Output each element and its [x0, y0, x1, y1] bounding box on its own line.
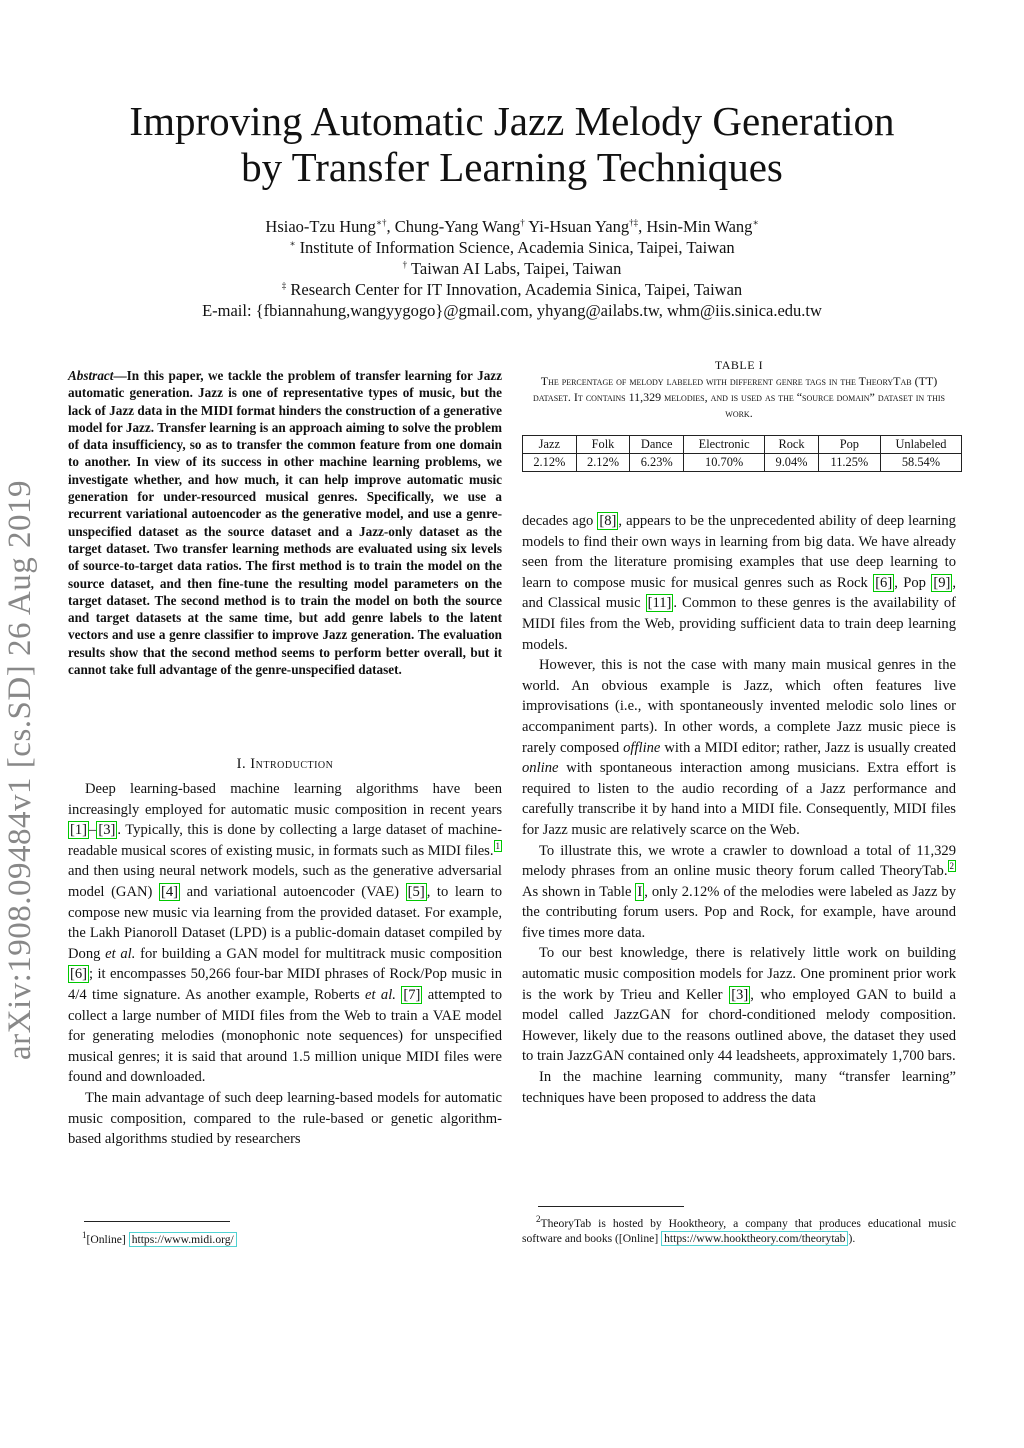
affiliation-text: Research Center for IT Innovation, Academia Sinica, Taipei, Taiwan: [290, 280, 743, 299]
table-cell: 9.04%: [765, 454, 819, 472]
url-link[interactable]: https://www.midi.org/: [129, 1232, 237, 1247]
footnote-mark: 1: [82, 1230, 87, 1241]
footnote-mark: 2: [536, 1214, 541, 1225]
email-line: E-mail: {fbiannahung,wangyygogo}@gmail.com, yhyang@ailabs.tw, whm@iis.sinica.edu.tw: [202, 301, 822, 320]
citation-link[interactable]: [7]: [403, 986, 421, 1003]
text-run: ; it encompasses 50,266 four-bar MIDI phrases of Rock/Pop music in 4/4 time signature. As another example, Roberts: [68, 966, 502, 1003]
text-run: However, this is not the case with many main musical genres in the world. An obvious example is Jazz, which often features live improvisations (i.e., with spontaneously invented melodic solo lines or accompaniment parts). In other words, a complete Jazz music piece is rarely composed: [522, 657, 956, 756]
author-mark: ∗: [752, 217, 759, 228]
footnote-1: [82, 1232, 502, 1247]
citation-link[interactable]: [3]: [731, 986, 749, 1003]
author-name: Yi-Hsuan Yang: [528, 217, 630, 236]
text-run: and variational autoencoder (VAE): [180, 883, 406, 900]
text-run: attempted to collect a large number of MIDI files from the Web to train a VAE model for generating melodies (monophonic note sequences) for unspecified musical genres; it is said that around 1.5 million unique MIDI files were found and downloaded.: [68, 986, 503, 1086]
section-title: Introduction: [250, 756, 334, 772]
table-header-cell: Folk: [576, 436, 630, 454]
abstract: [68, 367, 502, 678]
text-run: Deep learning-based machine learning algorithms have been increasingly employed for automatic music composition in recent years: [68, 781, 502, 818]
text-run: et al.: [105, 945, 136, 962]
text-run: for building a GAN model for multitrack music composition: [135, 945, 502, 962]
affiliation-mark: ∗: [289, 238, 296, 249]
citation-link[interactable]: [9]: [933, 574, 951, 591]
text-run: , to learn to compose new music via learning from the provided dataset. For example, the Lakh Pianoroll Dataset (LPD) is a public-domain dataset compiled by Dong: [68, 883, 502, 962]
affiliation: [0, 258, 1024, 279]
footnote-link[interactable]: 2: [949, 861, 954, 872]
footnote-text: TheoryTab is hosted by Hooktheory, a company that produces educational music software and books ([Online]: [522, 1217, 956, 1245]
text-run: , who employed GAN to build a model called JazzGAN for chord-conditioned melody composition. However, likely due to the reasons outlined above, the dataset they used to train JazzGAN contained only 44 leadsheets, approximately 1,700 bars.: [522, 986, 956, 1065]
affiliation-text: Institute of Information Science, Academia Sinica, Taipei, Taiwan: [299, 238, 735, 257]
abstract-text: —In this paper, we tackle the problem of transfer learning for Jazz automatic generation. Jazz is one of representative types of music, but the lack of Jazz data in the MIDI format hinders the construction of a generative model for Jazz. Transfer learning is an approach aiming to solve the problem of data insufficiency, so as to transfer the common feature from one domain to another. In view of its success in other machine learning problems, we investigate whether, and how much, it can help improve automatic music generation for under-resourced musical genres. Specifically, we use a recurrent variational autoencoder as the generative model, and use a genre-unspecified dataset as the source dataset and a Jazz-only dataset as the target dataset. Two transfer learning methods are evaluated using six levels of source-to-target data ratios. The first method is to train the model on the source dataset, and then fine-tune the resulting model parameters on the target dataset. The second method is to train the model on both the source and target datasets at the same time, but add genre labels to the latent vectors and use a genre classifier to improve Jazz generation. The evaluation results show that the second method seems to perform better overall, but it cannot take full advantage of the genre-unspecified dataset.: [68, 368, 502, 678]
text-run: . Common to these genres is the availability of MIDI files from the Web, providing sufficient data to train deep learning models.: [522, 595, 956, 653]
abstract-label: Abstract: [68, 368, 114, 383]
paper-title: [0, 98, 1024, 190]
table-header-cell: Unlabeled: [880, 436, 961, 454]
author-name: Hsiao-Tzu Hung: [265, 217, 376, 236]
left-column-body: [68, 779, 502, 1150]
paragraph: [522, 655, 956, 840]
url-link[interactable]: https://www.hooktheory.com/theorytab: [661, 1231, 848, 1246]
citation-link[interactable]: [6]: [875, 574, 893, 591]
affiliation-mark: ‡: [281, 280, 287, 291]
affiliation: [0, 279, 1024, 300]
text-run: with a MIDI editor; rather, Jazz is usually created: [660, 739, 956, 756]
table-cell: 58.54%: [880, 454, 961, 472]
citation-link[interactable]: [11]: [647, 595, 672, 612]
footnote-link[interactable]: 1: [495, 840, 500, 851]
table-row: [523, 454, 962, 472]
title-line-1: Improving Automatic Jazz Melody Generation: [129, 98, 895, 144]
text-run: decades ago: [522, 513, 598, 529]
affiliation: [0, 237, 1024, 258]
text-run: To illustrate this, we wrote a crawler to download a total of 11,329 melody phrases from an online music theory forum called TheoryTab.: [522, 842, 956, 880]
author-mark: †‡: [629, 217, 639, 228]
text-run: To our best knowledge, there is relatively little work on building automatic music composition models for Jazz. One prominent prior work is the work by Trieu and Keller: [522, 945, 956, 1003]
author-mark: †: [520, 217, 525, 228]
title-line-2: by Transfer Learning Techniques: [241, 144, 783, 190]
paragraph: [522, 841, 956, 944]
table-cell: 6.23%: [630, 454, 684, 472]
author-name: Hsin-Min Wang: [646, 217, 753, 236]
table-label: TABLE I: [714, 358, 764, 372]
citation-link[interactable]: [6]: [70, 966, 88, 983]
text-run: online: [522, 760, 559, 777]
footnote-text: [Online]: [86, 1233, 129, 1246]
text-run: , Pop: [894, 574, 932, 591]
affiliation-mark: †: [402, 259, 408, 270]
paragraph: [68, 779, 502, 1088]
table-cell: 11.25%: [818, 454, 880, 472]
paragraph: In the machine learning community, many “transfer learning” techniques have been proposed to address the data: [522, 1069, 956, 1106]
author-block: [0, 216, 1024, 321]
table-header-cell: Dance: [630, 436, 684, 454]
table-header-cell: Pop: [818, 436, 880, 454]
text-run: . Typically, this is done by collecting a large dataset of machine-readable musical scores of existing music, in formats such as MIDI files.: [68, 822, 502, 859]
table-cell: 10.70%: [684, 454, 765, 472]
citation-link[interactable]: [5]: [407, 883, 425, 900]
section-number: I.: [236, 756, 247, 772]
text-run: offline: [623, 739, 661, 756]
arxiv-stamp: arXiv:1908.09484v1 [cs.SD] 26 Aug 2019: [2, 480, 38, 1060]
table-header-cell: Rock: [765, 436, 819, 454]
table-ref-link[interactable]: I: [637, 883, 643, 900]
text-run: As shown in Table: [522, 883, 636, 900]
author-mark: ∗†: [375, 217, 387, 228]
paragraph: [522, 943, 956, 1067]
genre-table: [522, 435, 962, 472]
citation-link[interactable]: [3]: [98, 822, 116, 839]
citation-link[interactable]: [4]: [161, 883, 179, 900]
table-caption-text: The percentage of melody labeled with different genre tags in the TheoryTab (TT) dataset. It contains 11,329 melodies, and is used as the “source domain” dataset in this work.: [533, 374, 945, 420]
table-header-cell: Jazz: [523, 436, 577, 454]
affiliation-text: Taiwan AI Labs, Taipei, Taiwan: [410, 259, 622, 278]
table-header-row: [523, 436, 962, 454]
footnote-rule: [538, 1206, 684, 1207]
table-cell: 2.12%: [576, 454, 630, 472]
paragraph: [522, 511, 956, 655]
table-cell: 2.12%: [523, 454, 577, 472]
table-caption: [522, 357, 956, 421]
text-run: –: [89, 822, 97, 839]
footnote-text: ).: [848, 1232, 856, 1245]
footnote-rule: [84, 1221, 230, 1222]
footnote-2: [522, 1216, 956, 1246]
text-run: et al.: [365, 986, 396, 1003]
right-column-body: [522, 511, 956, 1108]
table-header-cell: Electronic: [684, 436, 765, 454]
citation-link[interactable]: [8]: [599, 513, 617, 529]
text-run: , and Classical music: [522, 574, 957, 612]
section-heading: [68, 756, 502, 773]
citation-link[interactable]: [1]: [70, 822, 88, 839]
paragraph: The main advantage of such deep learning-based models for automatic music composition, compared to the rule-based or genetic algorithm-based algorithms studied by researchers: [68, 1089, 502, 1148]
text-run: , only 2.12% of the melodies were labeled as Jazz by the contributing forum users. Pop and Rock, for example, have around five times more data.: [522, 883, 956, 941]
author-list: Hsiao-Tzu Hung∗†, Chung-Yang Wang† Yi-Hsuan Yang†‡, Hsin-Min Wang∗: [265, 217, 759, 236]
author-name: Chung-Yang Wang: [394, 217, 521, 236]
text-run: with spontaneous interaction among musicians. Extra effort is required to listen to the audio recording of a Jazz performance and carefully transcribe it by hand into a MIDI file. Consequently, MIDI files for Jazz music are relatively scarce on the Web.: [522, 760, 956, 838]
text-run: , appears to be the unprecedented ability of deep learning models to find their own ways in learning from big data. We have already seen from the literature promising examples that use deep learning to learn to compose music for musical genres such as Rock: [522, 513, 956, 591]
text-run: and then using neural network models, such as the generative adversarial model (GAN): [68, 863, 502, 900]
